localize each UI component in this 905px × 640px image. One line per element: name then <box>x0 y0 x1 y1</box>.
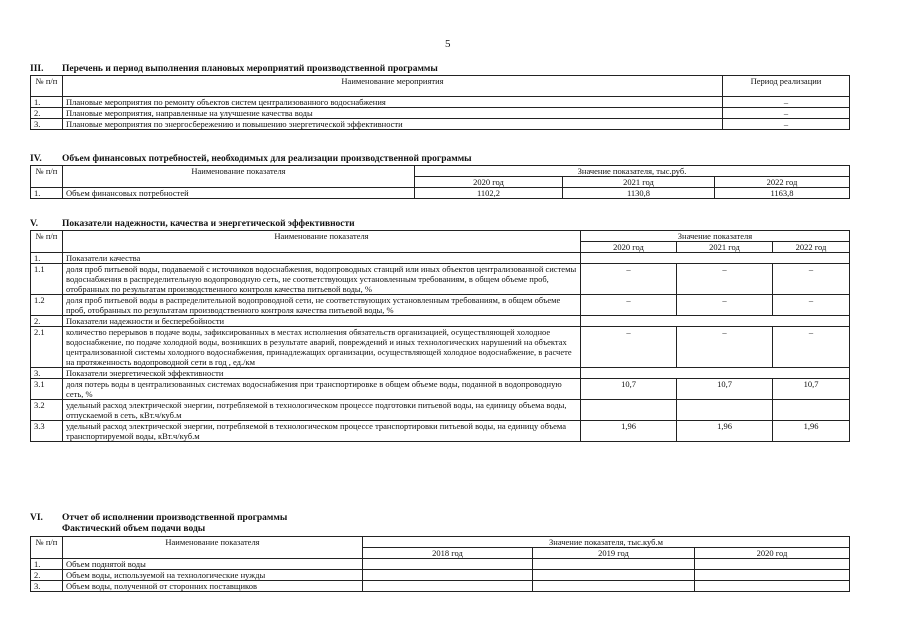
table-row <box>31 559 850 570</box>
col-value-group: Значение показателя, тыс.куб.м <box>363 537 850 548</box>
row-no: 1. <box>31 97 63 108</box>
row-no: 1. <box>31 188 63 199</box>
table-body <box>31 253 850 442</box>
group-row-filler <box>581 253 850 264</box>
section-number: VI. <box>30 513 43 523</box>
table-row <box>31 97 850 108</box>
row-name: Объем воды, полученной от сторонних поставщиков <box>63 581 363 592</box>
row-value-2: – <box>677 264 773 295</box>
row-name: Показатели качества <box>63 253 581 264</box>
col-name: Наименование показателя <box>63 231 581 253</box>
section-4-table <box>30 165 850 199</box>
row-name: удельный расход электрической энергии, потребляемой в технологическом процессе транспортировки питьевой воды, на единицу объема транспортируемой воды, кВт.ч/куб.м <box>63 421 581 442</box>
group-row <box>31 368 850 379</box>
row-name: удельный расход электрической энергии, потребляемой в технологическом процессе подготовки питьевой воды, на единицу объема воды, отпускаемой в сеть, кВт.ч/куб.м <box>63 400 581 421</box>
row-value-1: 1,96 <box>581 421 677 442</box>
row-name: Плановые мероприятия, направленные на улучшение качества воды <box>63 108 723 119</box>
row-no: 1. <box>31 559 63 570</box>
row-name: Объем воды, используемой на технологические нужды <box>63 570 363 581</box>
row-no: 2. <box>31 570 63 581</box>
section-5-table <box>30 230 850 442</box>
row-value-3: 1163,8 <box>715 188 850 199</box>
row-name: Объем поднятой воды <box>63 559 363 570</box>
row-value-2 <box>677 400 773 421</box>
group-row <box>31 253 850 264</box>
col-no: № п/п <box>31 76 63 97</box>
section-number: IV. <box>30 154 42 164</box>
table-row <box>31 379 850 400</box>
row-value-2 <box>533 581 695 592</box>
row-value-2: 1130,8 <box>563 188 715 199</box>
table-row <box>31 400 850 421</box>
table-header <box>31 166 850 177</box>
row-name: Показатели надежности и бесперебойности <box>63 316 581 327</box>
row-no: 3.2 <box>31 400 63 421</box>
section-6-subtitle: Фактический объем подачи воды <box>62 524 206 534</box>
section-6-table <box>30 536 850 592</box>
row-value-1 <box>363 570 533 581</box>
group-row-filler <box>581 368 850 379</box>
col-value-group: Значение показателя <box>581 231 850 242</box>
row-no: 3. <box>31 368 63 379</box>
row-no: 3. <box>31 581 63 592</box>
row-name: доля проб питьевой воды в распределительной водопроводной сети, не соответствующих установленным требованиям, в общем объеме проб, отобранных по результатам производственного контроля качества питьевой воды, % <box>63 295 581 316</box>
col-year-2: 2021 год <box>677 242 773 253</box>
section-3-table <box>30 75 850 130</box>
row-value-3: 10,7 <box>773 379 850 400</box>
row-value-2 <box>533 570 695 581</box>
row-value-1: – <box>581 295 677 316</box>
col-year-1: 2020 год <box>415 177 563 188</box>
section-number: III. <box>30 64 44 74</box>
row-value-3: – <box>773 295 850 316</box>
row-value-1: – <box>581 327 677 368</box>
section-title: Отчет об исполнении производственной программы <box>62 513 288 523</box>
row-no: 3.3 <box>31 421 63 442</box>
table-row <box>31 581 850 592</box>
row-value-1 <box>581 400 677 421</box>
row-value-2: 10,7 <box>677 379 773 400</box>
section-title: Перечень и период выполнения плановых мероприятий производственной программы <box>62 64 438 74</box>
row-value-1: 10,7 <box>581 379 677 400</box>
col-year-1: 2020 год <box>581 242 677 253</box>
row-name: Объем финансовых потребностей <box>63 188 415 199</box>
col-year-3: 2022 год <box>715 177 850 188</box>
col-name: Наименование мероприятия <box>63 76 723 97</box>
row-name: доля потерь воды в централизованных системах водоснабжения при транспортировке в общем объеме воды, поданной в водопроводную сеть, % <box>63 379 581 400</box>
row-value-2 <box>533 559 695 570</box>
row-value-3 <box>773 400 850 421</box>
row-value-3 <box>695 559 850 570</box>
section-3-heading <box>30 64 438 74</box>
row-value-2: 1,96 <box>677 421 773 442</box>
section-title: Показатели надежности, качества и энергетической эффективности <box>62 219 355 229</box>
group-row-filler <box>581 316 850 327</box>
row-no: 3.1 <box>31 379 63 400</box>
section-number: V. <box>30 219 39 229</box>
table-header <box>31 231 850 242</box>
row-value-3: 1,96 <box>773 421 850 442</box>
section-title: Объем финансовых потребностей, необходимых для реализации производственной программы <box>62 154 472 164</box>
row-name: Плановые мероприятия по энергосбережению и повышению энергетической эффективности <box>63 119 723 130</box>
row-period: – <box>723 119 850 130</box>
col-year-3: 2020 год <box>695 548 850 559</box>
row-no: 3. <box>31 119 63 130</box>
row-value-1: – <box>581 264 677 295</box>
row-value-2: – <box>677 327 773 368</box>
table-row <box>31 295 850 316</box>
row-value-1 <box>363 559 533 570</box>
col-year-3: 2022 год <box>773 242 850 253</box>
row-no: 2. <box>31 108 63 119</box>
table-body <box>31 559 850 592</box>
row-name: Показатели энергетической эффективности <box>63 368 581 379</box>
col-year-1: 2018 год <box>363 548 533 559</box>
row-value-3: – <box>773 327 850 368</box>
table-row <box>31 327 850 368</box>
row-value-3 <box>695 570 850 581</box>
row-name: доля проб питьевой воды, подаваемой с источников водоснабжения, водопроводных станций или иных объектов централизованной системы водоснабжения в распределительную водопроводную сеть, не соответствующих установленным требованиям, в общем объеме проб, отобранных по результатам производственного контроля качества питьевой воды, % <box>63 264 581 295</box>
row-no: 1. <box>31 253 63 264</box>
table-header <box>31 76 850 97</box>
col-name: Наименование показателя <box>63 537 363 559</box>
page-number: 5 <box>445 38 451 50</box>
row-name: Плановые мероприятия по ремонту объектов систем централизованного водоснабжения <box>63 97 723 108</box>
table-body <box>31 97 850 130</box>
row-no: 1.1 <box>31 264 63 295</box>
row-value-3 <box>695 581 850 592</box>
group-row <box>31 316 850 327</box>
row-value-3: – <box>773 264 850 295</box>
table-row <box>31 264 850 295</box>
row-period: – <box>723 108 850 119</box>
row-no: 1.2 <box>31 295 63 316</box>
table-row <box>31 108 850 119</box>
col-no: № п/п <box>31 537 63 559</box>
row-value-1: 1102,2 <box>415 188 563 199</box>
col-value-group: Значение показателя, тыс.руб. <box>415 166 850 177</box>
table-row <box>31 421 850 442</box>
section-5-heading <box>30 219 355 229</box>
row-no: 2. <box>31 316 63 327</box>
col-no: № п/п <box>31 166 63 188</box>
table-header <box>31 537 850 548</box>
row-value-1 <box>363 581 533 592</box>
table-row <box>31 188 850 199</box>
section-4-heading <box>30 154 472 164</box>
col-name: Наименование показателя <box>63 166 415 188</box>
col-no: № п/п <box>31 231 63 253</box>
col-period: Период реализации <box>723 76 850 97</box>
col-year-2: 2019 год <box>533 548 695 559</box>
row-no: 2.1 <box>31 327 63 368</box>
section-6-heading <box>30 513 287 523</box>
table-row <box>31 570 850 581</box>
table-row <box>31 119 850 130</box>
col-year-2: 2021 год <box>563 177 715 188</box>
row-period: – <box>723 97 850 108</box>
row-name: количество перерывов в подаче воды, зафиксированных в местах исполнения обязательств организацией, осуществляющей холодное водоснабжение, по подаче холодной воды, возникших в результате аварий, повреждений и иных технологических нарушений на объектах централизованной системы холодного водоснабжения, принадлежащих организации, осуществляющей холодное водоснабжение, в расчете на протяженность водопроводной сети в год , ед./км <box>63 327 581 368</box>
row-value-2: – <box>677 295 773 316</box>
